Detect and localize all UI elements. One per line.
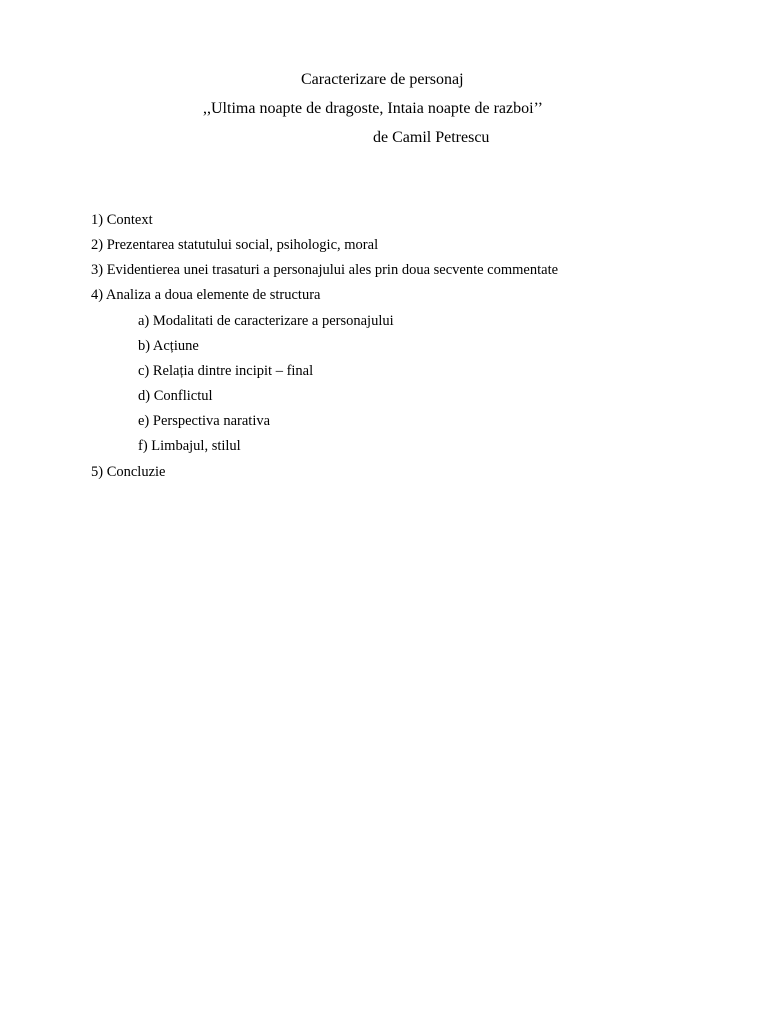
outline-item-structure: 4) Analiza a doua elemente de structura [91,287,321,303]
document-title: Caracterizare de personaj [301,71,464,88]
outline-item-context: 1) Context [91,212,153,228]
outline-subitem-perspective: e) Perspectiva narativa [138,413,271,429]
author-line: de Camil Petrescu [373,129,490,146]
outline-item-conclusion: 5) Concluzie [91,464,166,480]
outline-item-trait: 3) Evidentierea unei trasaturi a personajului ales prin doua secvente commentate [91,262,559,278]
outline-subitem-language: f) Limbajul, stilul [138,438,241,454]
work-title: ,,Ultima noapte de dragoste, Intaia noapte de razboi’’ [203,100,544,117]
outline-subitem-action: b) Acțiune [138,338,199,354]
outline-subitem-characterization: a) Modalitati de caracterizare a personajului [138,313,394,329]
outline-subitem-conflict: d) Conflictul [138,388,213,404]
outline-subitem-incipit-final: c) Relația dintre incipit – final [138,363,314,379]
outline-item-status: 2) Prezentarea statutului social, psihologic, moral [91,237,379,253]
